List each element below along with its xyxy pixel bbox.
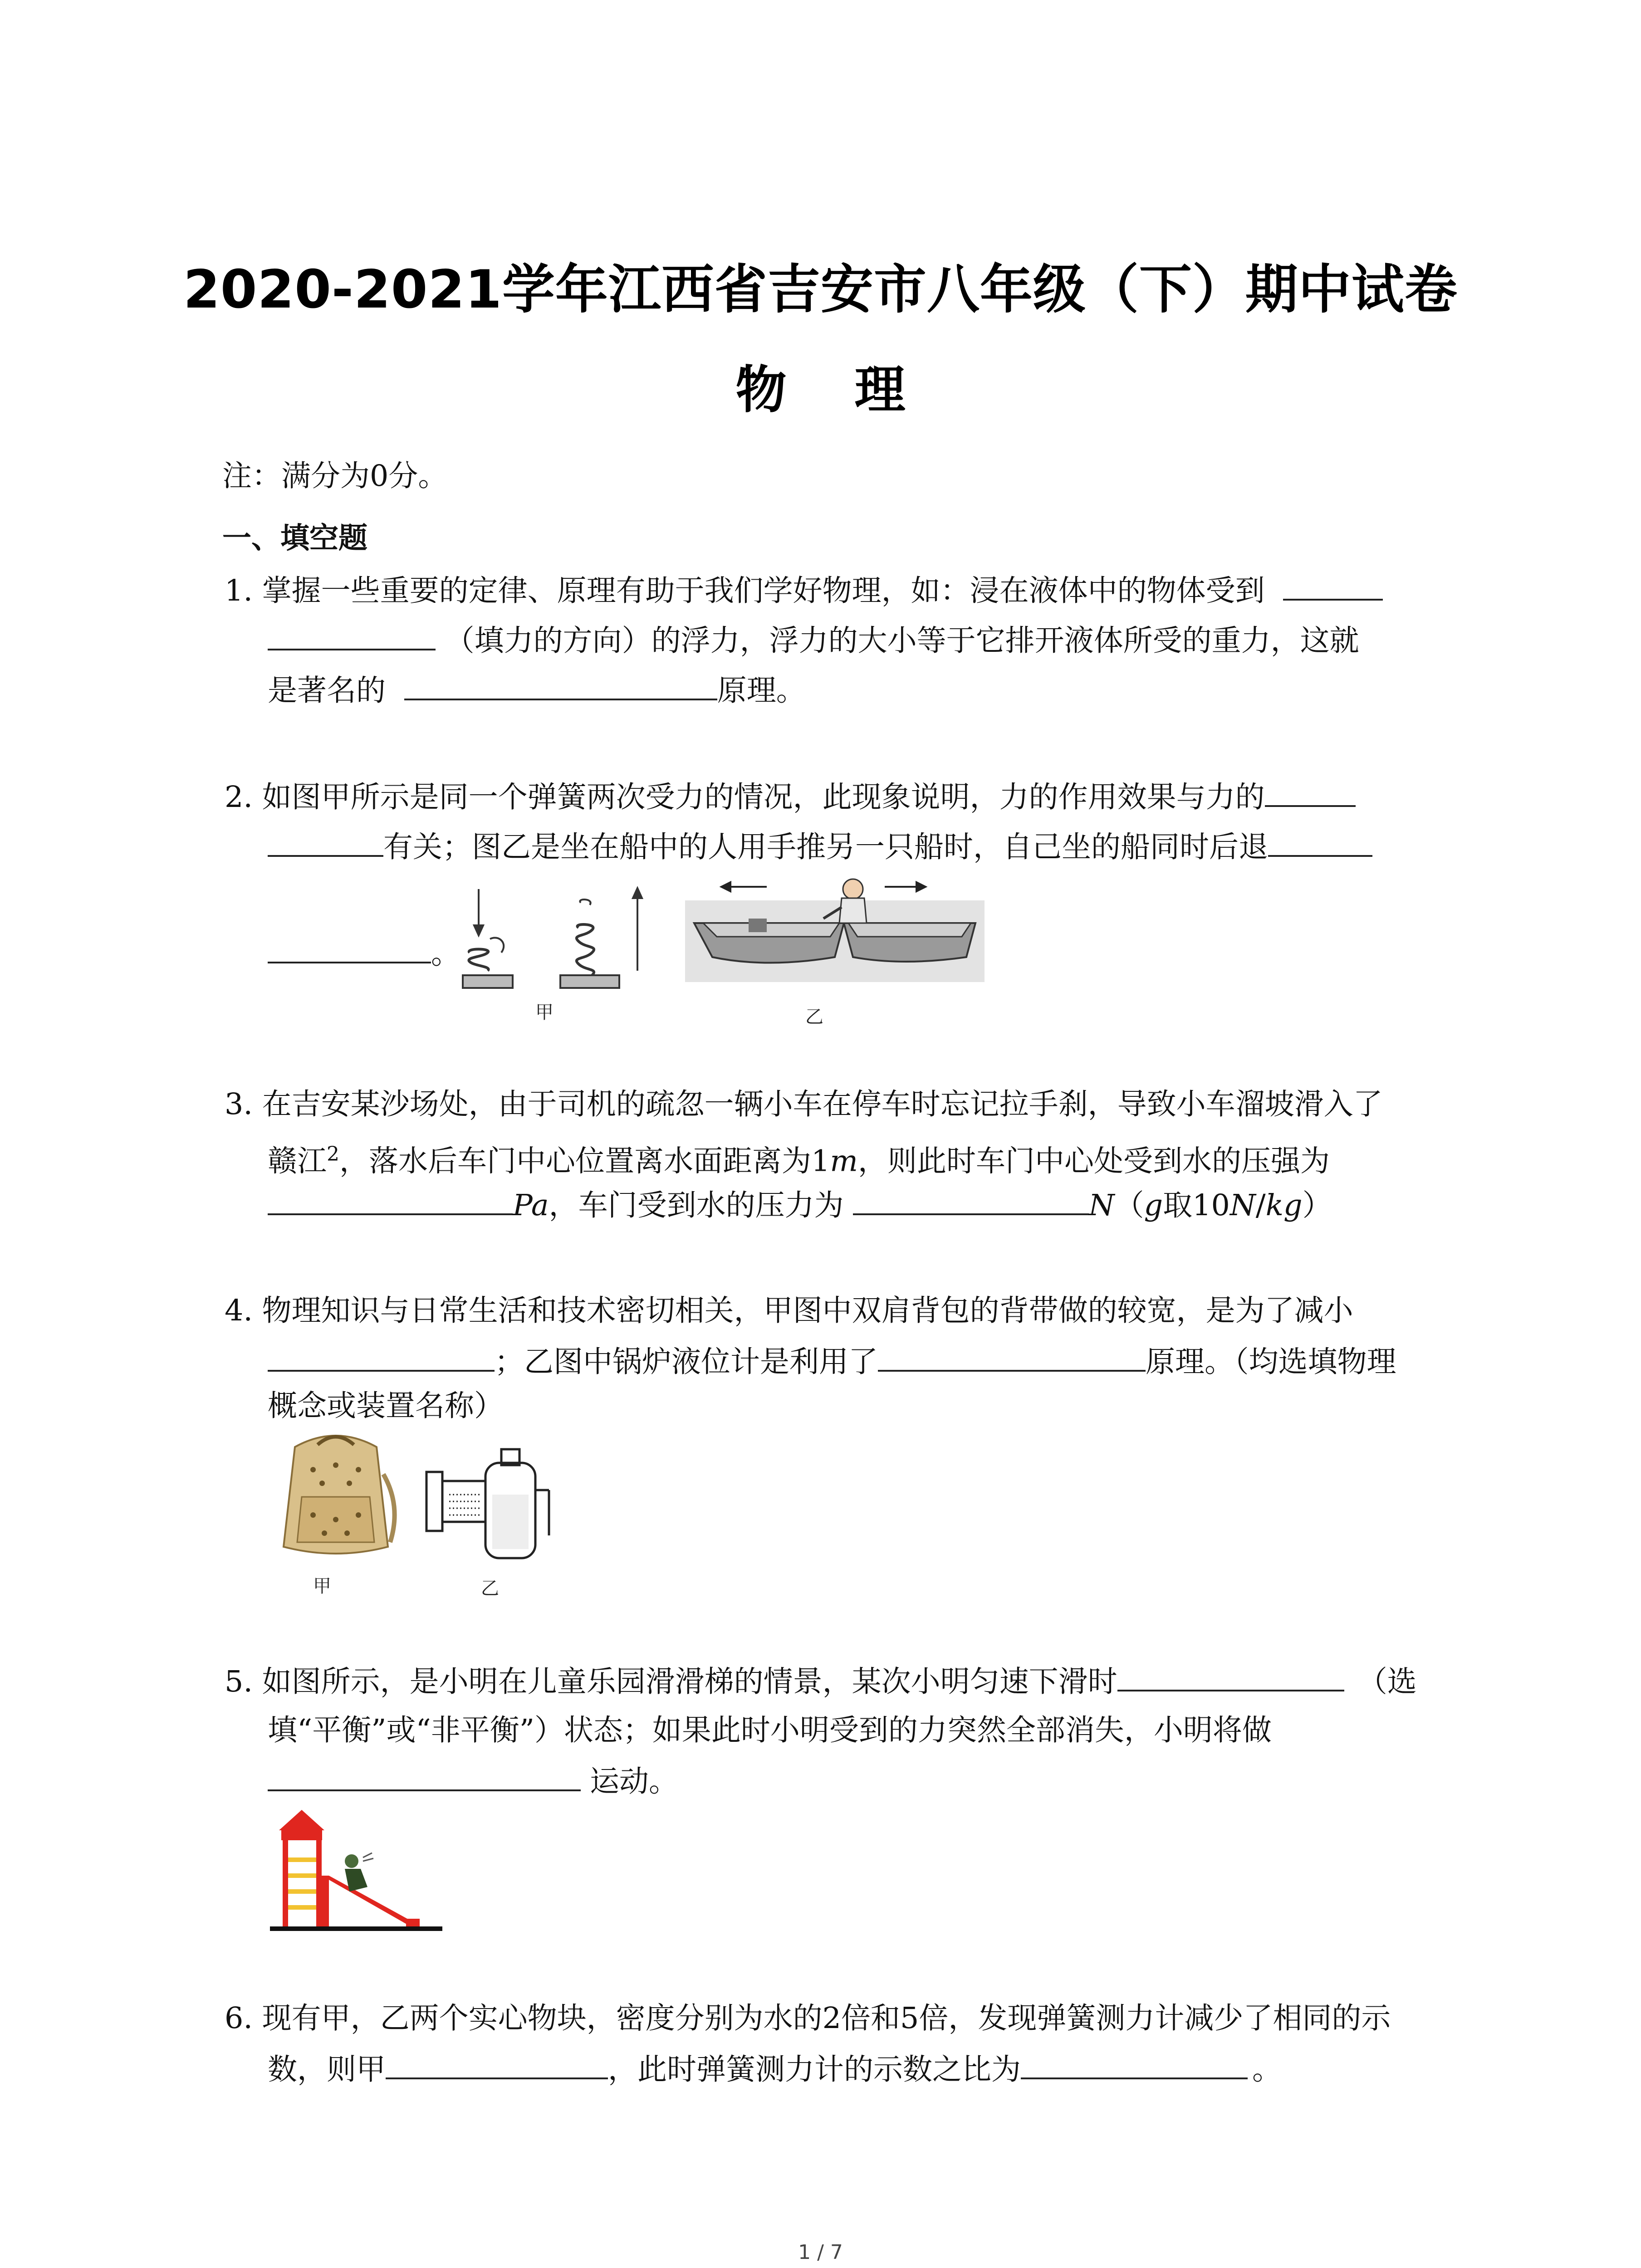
q5-line-3: 运动。 — [590, 1765, 679, 1799]
boats-figure-yi — [685, 873, 985, 982]
q1-line-3: 是著名的 — [268, 674, 386, 708]
q1-line-1: 1. 掌握一些重要的定律、原理有助于我们学好物理，如：浸在液体中的物体受到 — [225, 574, 1265, 608]
q4-line-4: 概念或装置名称） — [268, 1389, 504, 1423]
q3-text-force: ，车门受到水的压力为 — [549, 1188, 844, 1222]
q6-line-1: 6. 现有甲，乙两个实心物块，密度分别为水的2倍和5倍，发现弹簧测力计减少了相同的示 — [225, 2001, 1391, 2035]
q3-blank-1[interactable] — [268, 1186, 513, 1215]
page-number: 1 / 7 — [798, 2241, 843, 2264]
boiler-figure-yi — [417, 1445, 554, 1567]
q3-g-slash: / — [1255, 1188, 1266, 1222]
q6-line-2: 数，则甲 — [268, 2053, 386, 2087]
q5-line-1-tail: （选 — [1357, 1665, 1417, 1699]
q2-blank-1-cont[interactable] — [268, 828, 383, 857]
caption-jia: 甲 — [535, 1002, 554, 1023]
q5-line-1: 5. 如图所示，是小明在儿童乐园滑滑梯的情景，某次小明匀速下滑时 — [225, 1665, 1117, 1699]
q3-g-value: 取10 — [1163, 1188, 1230, 1222]
q3-text-river: 赣江 — [268, 1144, 327, 1178]
up-arrow-head — [633, 888, 642, 898]
boat-right-icon — [844, 923, 975, 962]
backpack-figure-jia — [268, 1429, 404, 1565]
q4-blank-2[interactable] — [878, 1343, 1146, 1372]
q3-g-unit-kg: kg — [1265, 1188, 1303, 1222]
q1-blank-2[interactable] — [404, 671, 717, 700]
q3-line-1: 3. 在吉安某沙场处，由于司机的疏忽一辆小车在停车时忘记拉手刹，导致小车溜坡滑入了 — [225, 1087, 1383, 1121]
q4-line-2: ；乙图中锅炉液位计是利用了 — [495, 1345, 878, 1379]
caption-jia-2: 甲 — [313, 1576, 331, 1597]
q2-line-3: 。 — [431, 937, 461, 971]
q4-blank-1[interactable] — [268, 1343, 495, 1372]
q6-line-3: ，此时弹簧测力计的示数之比为 — [608, 2053, 1021, 2087]
q6-line-4: 。 — [1252, 2053, 1282, 2087]
q3-g: g — [1144, 1188, 1163, 1222]
q3-unit-m: m — [830, 1144, 858, 1178]
compressed-spring-icon — [463, 889, 513, 988]
q1-blank-1[interactable] — [1283, 572, 1383, 601]
q4-line-1: 4. 物理知识与日常生活和技术密切相关，甲图中双肩背包的背带做的较宽，是为了减小 — [225, 1294, 1353, 1328]
q1-line-4: 原理。 — [717, 674, 806, 708]
q1-line-2: （填力的方向）的浮力，浮力的大小等于它排开液体所受的重力，这就 — [445, 624, 1359, 658]
child-icon — [345, 1853, 373, 1892]
q2-line-2: 有关；图乙是坐在船中的人用手推另一只船时，自己坐的船同时后退 — [383, 830, 1269, 864]
q2-line-1: 2. 如图甲所示是同一个弹簧两次受力的情况，此现象说明，力的作用效果与力的 — [225, 780, 1265, 814]
q6-blank-1[interactable] — [386, 2050, 608, 2079]
q5-blank-2[interactable] — [268, 1762, 581, 1791]
q2-blank-1[interactable] — [1265, 778, 1356, 807]
section-heading: 一、填空题 — [222, 522, 367, 555]
left-arrow-icon — [721, 882, 767, 891]
exam-title: 2020-2021学年江西省吉安市八年级（下）期中试卷 — [183, 259, 1458, 320]
q2-blank-2-cont[interactable] — [268, 934, 431, 963]
subject-title: 物理 — [735, 361, 974, 420]
q3-paren-open: （ — [1114, 1188, 1144, 1222]
q3-blank-2[interactable] — [853, 1186, 1089, 1215]
q3-g-unit-n: N — [1230, 1188, 1256, 1222]
spring-figure-jia — [458, 885, 662, 998]
slide-figure — [270, 1808, 442, 1939]
q4-line-3: 原理。（均选填物理 — [1146, 1345, 1396, 1379]
q3-text-pressure: ，则此时车门中心处受到水的压强为 — [858, 1144, 1330, 1178]
boat-left-icon — [694, 919, 844, 963]
q3-text-distance: ，落水后车门中心位置离水面距离为1 — [339, 1144, 830, 1178]
caption-yi-2: 乙 — [481, 1578, 499, 1599]
q5-blank-1[interactable] — [1117, 1662, 1344, 1691]
score-note: 注：满分为0分。 — [222, 459, 448, 493]
q1-blank-1-cont[interactable] — [268, 621, 436, 650]
boiler-gauge-icon — [426, 1449, 549, 1558]
q3-footnote-mark: 2 — [327, 1143, 340, 1166]
stretched-spring-icon — [560, 888, 642, 988]
down-arrow-head — [474, 925, 483, 935]
q5-line-2: 填“平衡”或“非平衡”）状态；如果此时小明受到的力突然全部消失，小明将做 — [268, 1713, 1272, 1747]
q3-unit-pa: Pa — [513, 1188, 549, 1222]
q2-blank-2[interactable] — [1268, 828, 1372, 857]
backpack-icon — [284, 1436, 395, 1554]
q3-unit-n: N — [1088, 1188, 1115, 1222]
q3-paren-close: ） — [1302, 1188, 1332, 1222]
q6-blank-2[interactable] — [1021, 2050, 1248, 2079]
right-arrow-icon — [885, 882, 926, 891]
caption-yi: 乙 — [805, 1007, 823, 1027]
